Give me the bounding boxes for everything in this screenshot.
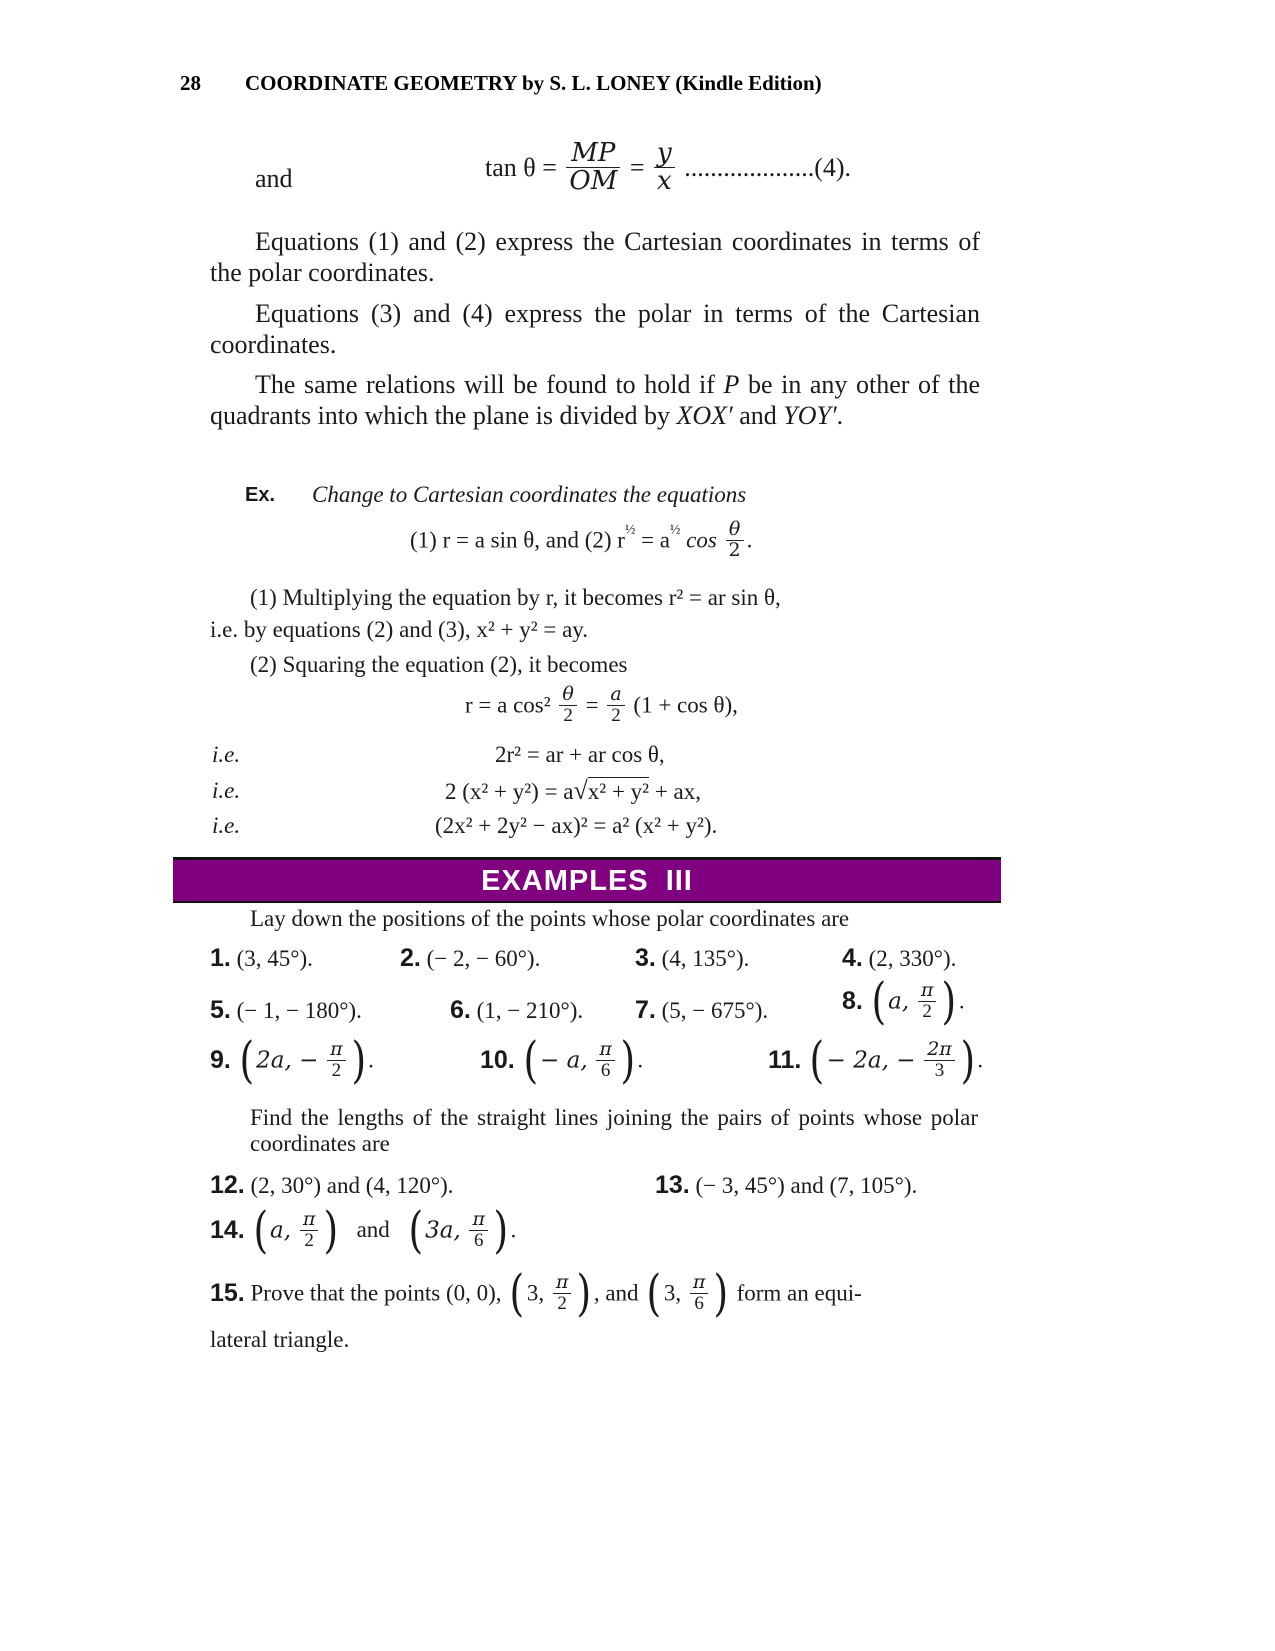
derivation-line-1: 2r² = ar + ar cos θ, [495, 742, 665, 767]
exercise-1: 1. (3, 45°). [210, 944, 313, 972]
fraction-mp-om: $\frac{MP}{OM}$ [566, 140, 620, 196]
examples-banner-title: EXAMPLES III [481, 865, 693, 897]
exercise-2: 2. (− 2, − 60°). [400, 944, 541, 972]
solution-2-line-1: (2) Squaring the equation (2), it becomes [250, 652, 628, 677]
ie-label-1: i.e. [212, 742, 241, 767]
examples-banner [173, 857, 1001, 903]
eq4-lhs: tan θ = [485, 152, 557, 182]
paragraph-3: The same relations will be found to hold if P be in any other of the quadrants into which the plane is divided by XOX′ and YOY′. [210, 370, 980, 430]
squared-equation: r = a cos² $\frac{\theta}{2}$ = $\frac{a}{2}$ (1 + cos θ), [465, 683, 738, 726]
derivation-line-2: 2 (x² + y²) = a√x² + y² + ax, [445, 776, 701, 805]
exercise-4: 4. (2, 330°). [842, 944, 957, 972]
ie-label-3: i.e. [212, 813, 241, 838]
exercise-6: 6. (1, − 210°). [450, 996, 584, 1024]
fraction-y-x: $\frac{y}{x}$ [654, 140, 675, 196]
exercise-3: 3. (4, 135°). [635, 944, 750, 972]
exercises-intro-1: Lay down the positions of the points whose polar coordinates are [250, 906, 850, 931]
exercise-9: 9. ( 2a, − $\frac{\pi}{2}$ ) . [210, 1031, 374, 1090]
exercise-7: 7. (5, − 675°). [635, 996, 769, 1024]
derivation-line-3: (2x² + 2y² − ax)² = a² (x² + y²). [435, 813, 718, 838]
solution-1-line-2: i.e. by equations (2) and (3), x² + y² = ay. [210, 617, 589, 642]
paragraph-2: Equations (3) and (4) express the polar in terms of the Cartesian coordinates. [210, 299, 980, 359]
equation-4 [485, 140, 851, 196]
exercises-intro-2: Find the lengths of the straight lines joining the pairs of points whose polar coordinates are [250, 1105, 978, 1156]
exercise-15-continuation: lateral triangle. [210, 1327, 350, 1352]
eq4-equals: = [629, 152, 645, 182]
eq4-lead: and [255, 164, 293, 193]
example-statement: Change to Cartesian coordinates the equations [312, 482, 747, 507]
page-number: 28 [180, 71, 201, 95]
exercise-13: 13. (− 3, 45°) and (7, 105°). [655, 1171, 918, 1199]
exercise-10: 10. ( − a, $\frac{\pi}{6}$ ) . [480, 1031, 644, 1090]
exercise-8: 8. ( a, $\frac{\pi}{2}$ ) . [842, 972, 965, 1031]
exercise-11: 11. ( − 2a, − $\frac{2\pi}{3}$ ) . [768, 1031, 984, 1090]
solution-1-line-1: (1) Multiplying the equation by r, it becomes r² = ar sin θ, [250, 585, 781, 610]
eq4-tag: ....................(4). [684, 152, 852, 182]
running-header-title: COORDINATE GEOMETRY by S. L. LONEY (Kindle Edition) [245, 71, 822, 95]
example-label: Ex. [245, 484, 276, 506]
exercise-15: 15. Prove that the points (0, 0), ( 3, $\frac{\pi}{2}$ ) , and ( 3, $\frac{\pi}{6}$ ) form an equi- [210, 1264, 862, 1323]
example-equations: (1) r = a sin θ, and (2) $r^{\frac{1}{2}} = a^{\frac{1}{2}}$ cos $\frac{\theta}{2}$ . [410, 518, 753, 561]
exercise-12: 12. (2, 30°) and (4, 120°). [210, 1171, 454, 1199]
exercise-14: 14. ( a, $\frac{\pi}{2}$ ) and ( 3a, $\frac{\pi}{6}$ ) . [210, 1201, 517, 1260]
paragraph-1: Equations (1) and (2) express the Cartesian coordinates in terms of the polar coordinates. [210, 227, 980, 287]
ie-label-2: i.e. [212, 778, 241, 803]
exercise-5: 5. (− 1, − 180°). [210, 996, 362, 1024]
